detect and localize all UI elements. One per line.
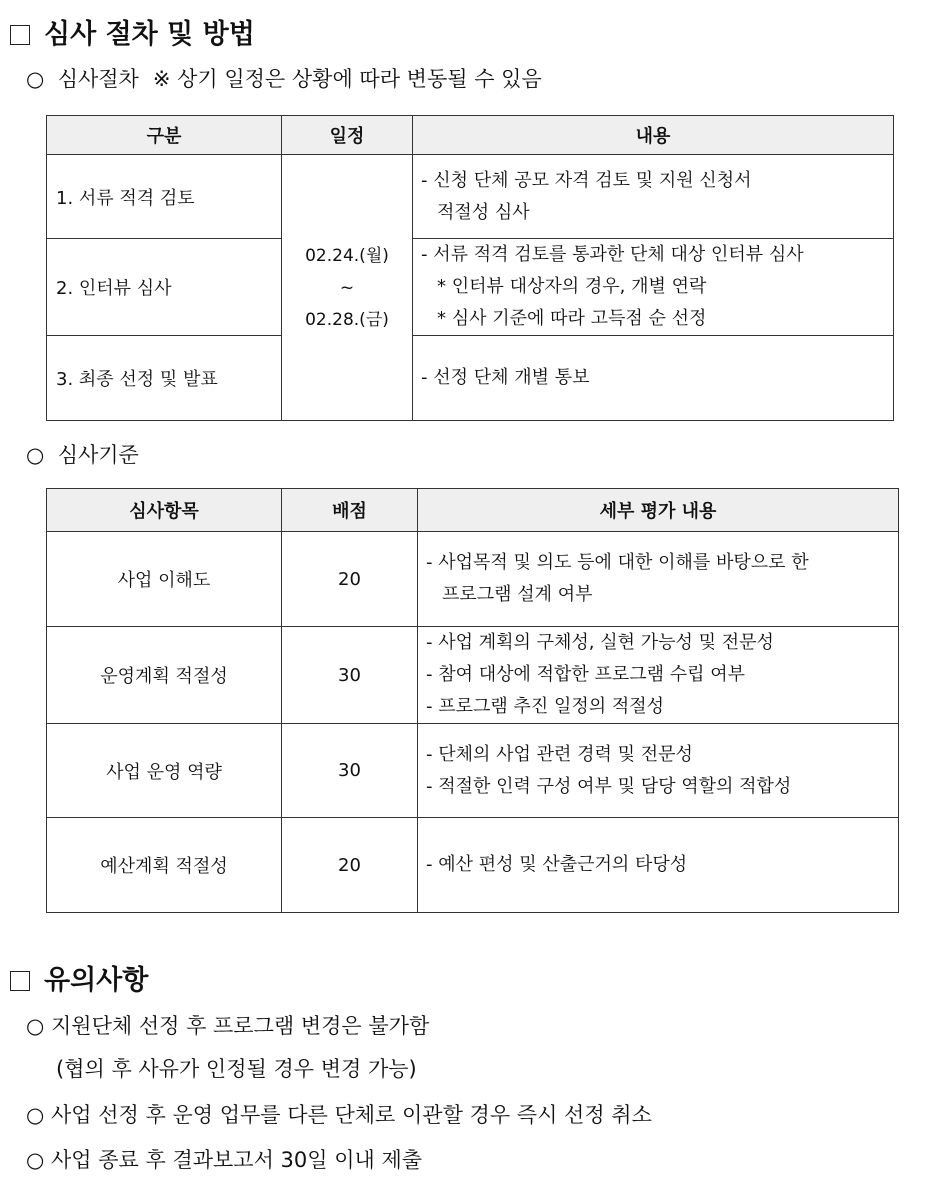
table-row: [47, 818, 899, 913]
criteria-item: 사업 이해도: [47, 532, 282, 627]
bullet-circle: ○: [26, 443, 45, 467]
table-header: 심사항목: [47, 489, 282, 532]
note-item: ○ 지원단체 선정 후 프로그램 변경은 불가함: [26, 1014, 430, 1038]
table-header: 구분: [47, 116, 282, 155]
criteria-detail: - 예산 편성 및 산출근거의 타당성: [418, 818, 899, 913]
table-row: [47, 532, 899, 627]
table-header: 내용: [413, 116, 894, 155]
bullet-circle: ○: [26, 67, 45, 91]
schedule-end: 02.28.(금): [305, 309, 389, 330]
checkbox-square-icon: [10, 971, 30, 991]
table-header: 일정: [282, 116, 413, 155]
subsection-review-procedure: [26, 63, 542, 93]
subsection-review-criteria: [26, 439, 139, 469]
subsection-label: 심사기준: [57, 443, 139, 467]
step-content: - 선정 단체 개별 통보: [413, 336, 894, 421]
note-item: ○ 사업 선정 후 운영 업무를 다른 단체로 이관할 경우 즉시 선정 취소: [26, 1103, 652, 1127]
note-item-detail: (협의 후 사유가 인정될 경우 변경 가능): [56, 1057, 417, 1081]
step-label: 3. 최종 선정 및 발표: [47, 336, 282, 421]
subsection-label: 심사절차: [57, 67, 139, 91]
table-row: [47, 239, 894, 336]
table-row: [47, 627, 899, 724]
step-content: - 신청 단체 공모 자격 검토 및 지원 신청서 적절성 심사: [413, 155, 894, 239]
schedule-note: ※ 상기 일정은 상황에 따라 변동될 수 있음: [152, 67, 542, 91]
criteria-item: 예산계획 적절성: [47, 818, 282, 913]
section-title-notes: 유의사항: [10, 958, 148, 997]
criteria-table: [46, 488, 899, 913]
step-content: - 서류 적격 검토를 통과한 단체 대상 인터뷰 심사 * 인터뷰 대상자의 경우, 개별 연락 * 심사 기준에 따라 고득점 순 선정: [413, 239, 894, 336]
criteria-item: 운영계획 적절성: [47, 627, 282, 724]
criteria-detail: - 사업목적 및 의도 등에 대한 이해를 바탕으로 한 프로그램 설계 여부: [418, 532, 899, 627]
step-label: 1. 서류 적격 검토: [47, 155, 282, 239]
procedure-table: [46, 115, 894, 421]
note-item: ○ 사업 종료 후 결과보고서 30일 이내 제출: [26, 1148, 423, 1172]
section-title-review-procedure: 심사 절차 및 방법: [10, 12, 255, 51]
schedule-cell: [282, 155, 413, 421]
criteria-score: 30: [282, 724, 418, 818]
schedule-start: 02.24.(월): [305, 245, 389, 266]
criteria-score: 20: [282, 532, 418, 627]
table-header: 세부 평가 내용: [418, 489, 899, 532]
checkbox-square-icon: [10, 25, 30, 45]
criteria-item: 사업 운영 역량: [47, 724, 282, 818]
criteria-detail: - 단체의 사업 관련 경력 및 전문성 - 적절한 인력 구성 여부 및 담당 역할의 적합성: [418, 724, 899, 818]
criteria-detail: - 사업 계획의 구체성, 실현 가능성 및 전문성 - 참여 대상에 적합한 프로그램 수립 여부 - 프로그램 추진 일정의 적절성: [418, 627, 899, 724]
table-row: [47, 336, 894, 421]
step-label: 2. 인터뷰 심사: [47, 239, 282, 336]
criteria-score: 30: [282, 627, 418, 724]
criteria-score: 20: [282, 818, 418, 913]
table-header: 배점: [282, 489, 418, 532]
schedule-separator: ~: [339, 277, 355, 298]
table-row: [47, 155, 894, 239]
table-row: [47, 724, 899, 818]
